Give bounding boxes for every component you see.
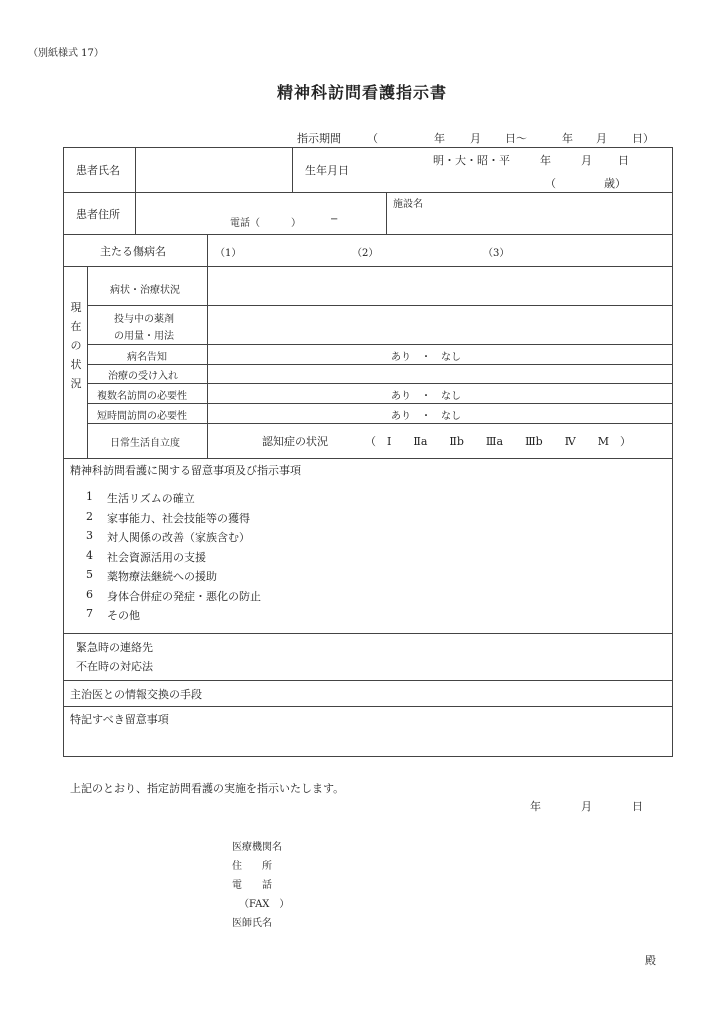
instructions-heading: 精神科訪問看護に関する留意事項及び指示事項 <box>70 464 301 477</box>
list-item: 7 その他 <box>86 607 140 622</box>
footer-day-label: 日 <box>632 800 643 813</box>
footer-month-label: 月 <box>581 800 592 813</box>
phone-label-footer: 電 話 <box>232 880 272 891</box>
institution-label: 医療機関名 <box>232 842 282 853</box>
diagnosis-1[interactable]: （1） <box>215 248 242 259</box>
period-label: 指示期間 <box>297 132 341 145</box>
period-year-from: 年 <box>434 132 445 145</box>
birth-day-label: 日 <box>618 154 629 167</box>
diagnosis-2[interactable]: （2） <box>352 248 379 259</box>
medication-label-line1: 投与中の薬剤 <box>114 314 174 325</box>
multi-visit-label: 複数名訪問の必要性 <box>97 391 187 402</box>
footer-year-label: 年 <box>530 800 541 813</box>
birth-date-label: 生年月日 <box>305 164 349 177</box>
phone-close: ） <box>291 218 301 229</box>
age-close: 歳） <box>604 177 626 190</box>
info-exchange-label: 主治医との情報交換の手段 <box>70 688 202 701</box>
honorific: 殿 <box>645 954 656 967</box>
short-visit-label: 短時間訪問の必要性 <box>97 411 187 422</box>
list-item: 1 生活リズムの確立 <box>86 490 195 505</box>
doctor-name-label: 医師氏名 <box>232 918 272 929</box>
instruction-list <box>86 490 261 627</box>
short-visit-options[interactable]: あり ・ なし <box>391 411 461 422</box>
list-item: 4 社会資源活用の支援 <box>86 548 206 564</box>
form-number: （別紙様式 17） <box>28 48 104 59</box>
phone-dash: − <box>330 214 339 225</box>
patient-name-field[interactable] <box>136 148 291 191</box>
absence-response-label: 不在時の対応法 <box>76 660 153 673</box>
period-day-to: 日） <box>632 132 654 145</box>
list-item: 2 家事能力、社会技能等の獲得 <box>86 509 250 525</box>
patient-address-field[interactable] <box>136 193 385 233</box>
facility-label: 施設名 <box>393 199 423 210</box>
instruction-statement: 上記のとおり、指定訪問看護の実施を指示いたします。 <box>70 782 345 795</box>
treatment-acceptance-label: 治療の受け入れ <box>108 371 178 382</box>
birth-month-label: 月 <box>581 154 592 167</box>
dementia-label: 認知症の状況 <box>262 435 328 448</box>
birth-era-options[interactable]: 明・大・昭・平 <box>433 154 510 167</box>
period-month-to: 月 <box>596 132 607 145</box>
special-notes-field[interactable] <box>64 725 671 755</box>
period-month-from: 月 <box>470 132 481 145</box>
fax-label: （FAX ） <box>239 899 290 910</box>
patient-address-label: 患者住所 <box>76 208 120 221</box>
birth-year-label: 年 <box>540 154 551 167</box>
dementia-scale-options[interactable]: （ Ⅰ Ⅱa Ⅱb Ⅲa Ⅲb Ⅳ M ） <box>365 435 631 448</box>
disclosure-options[interactable]: あり ・ なし <box>391 352 461 363</box>
medication-label-line2: の用量・用法 <box>114 331 174 342</box>
period-day-from: 日〜 <box>505 132 527 145</box>
multi-visit-options[interactable]: あり ・ なし <box>391 391 461 402</box>
emergency-contact-label: 緊急時の連絡先 <box>76 641 153 654</box>
period-year-to: 年 <box>562 132 573 145</box>
period-open: （ <box>367 132 378 145</box>
phone-label: 電話（ <box>230 218 260 229</box>
list-item: 5 薬物療法継続への援助 <box>86 568 217 583</box>
page-title: 精神科訪問看護指示書 <box>276 83 447 102</box>
list-item: 6 身体合併症の発症・悪化の防止 <box>86 587 261 603</box>
special-notes-label: 特記すべき留意事項 <box>70 713 169 726</box>
diagnosis-label: 主たる傷病名 <box>100 245 166 258</box>
adl-label: 日常生活自立度 <box>110 438 180 449</box>
current-status-vertical-label: 現 在 の 状 況 <box>70 301 82 390</box>
list-item: 3 対人関係の改善（家族含む） <box>86 529 250 544</box>
age-open: （ <box>545 177 556 190</box>
address-label: 住 所 <box>232 861 272 872</box>
disclosure-label: 病名告知 <box>127 352 167 363</box>
patient-name-label: 患者氏名 <box>76 164 120 177</box>
condition-label: 病状・治療状況 <box>110 285 180 296</box>
diagnosis-3[interactable]: （3） <box>483 248 510 259</box>
